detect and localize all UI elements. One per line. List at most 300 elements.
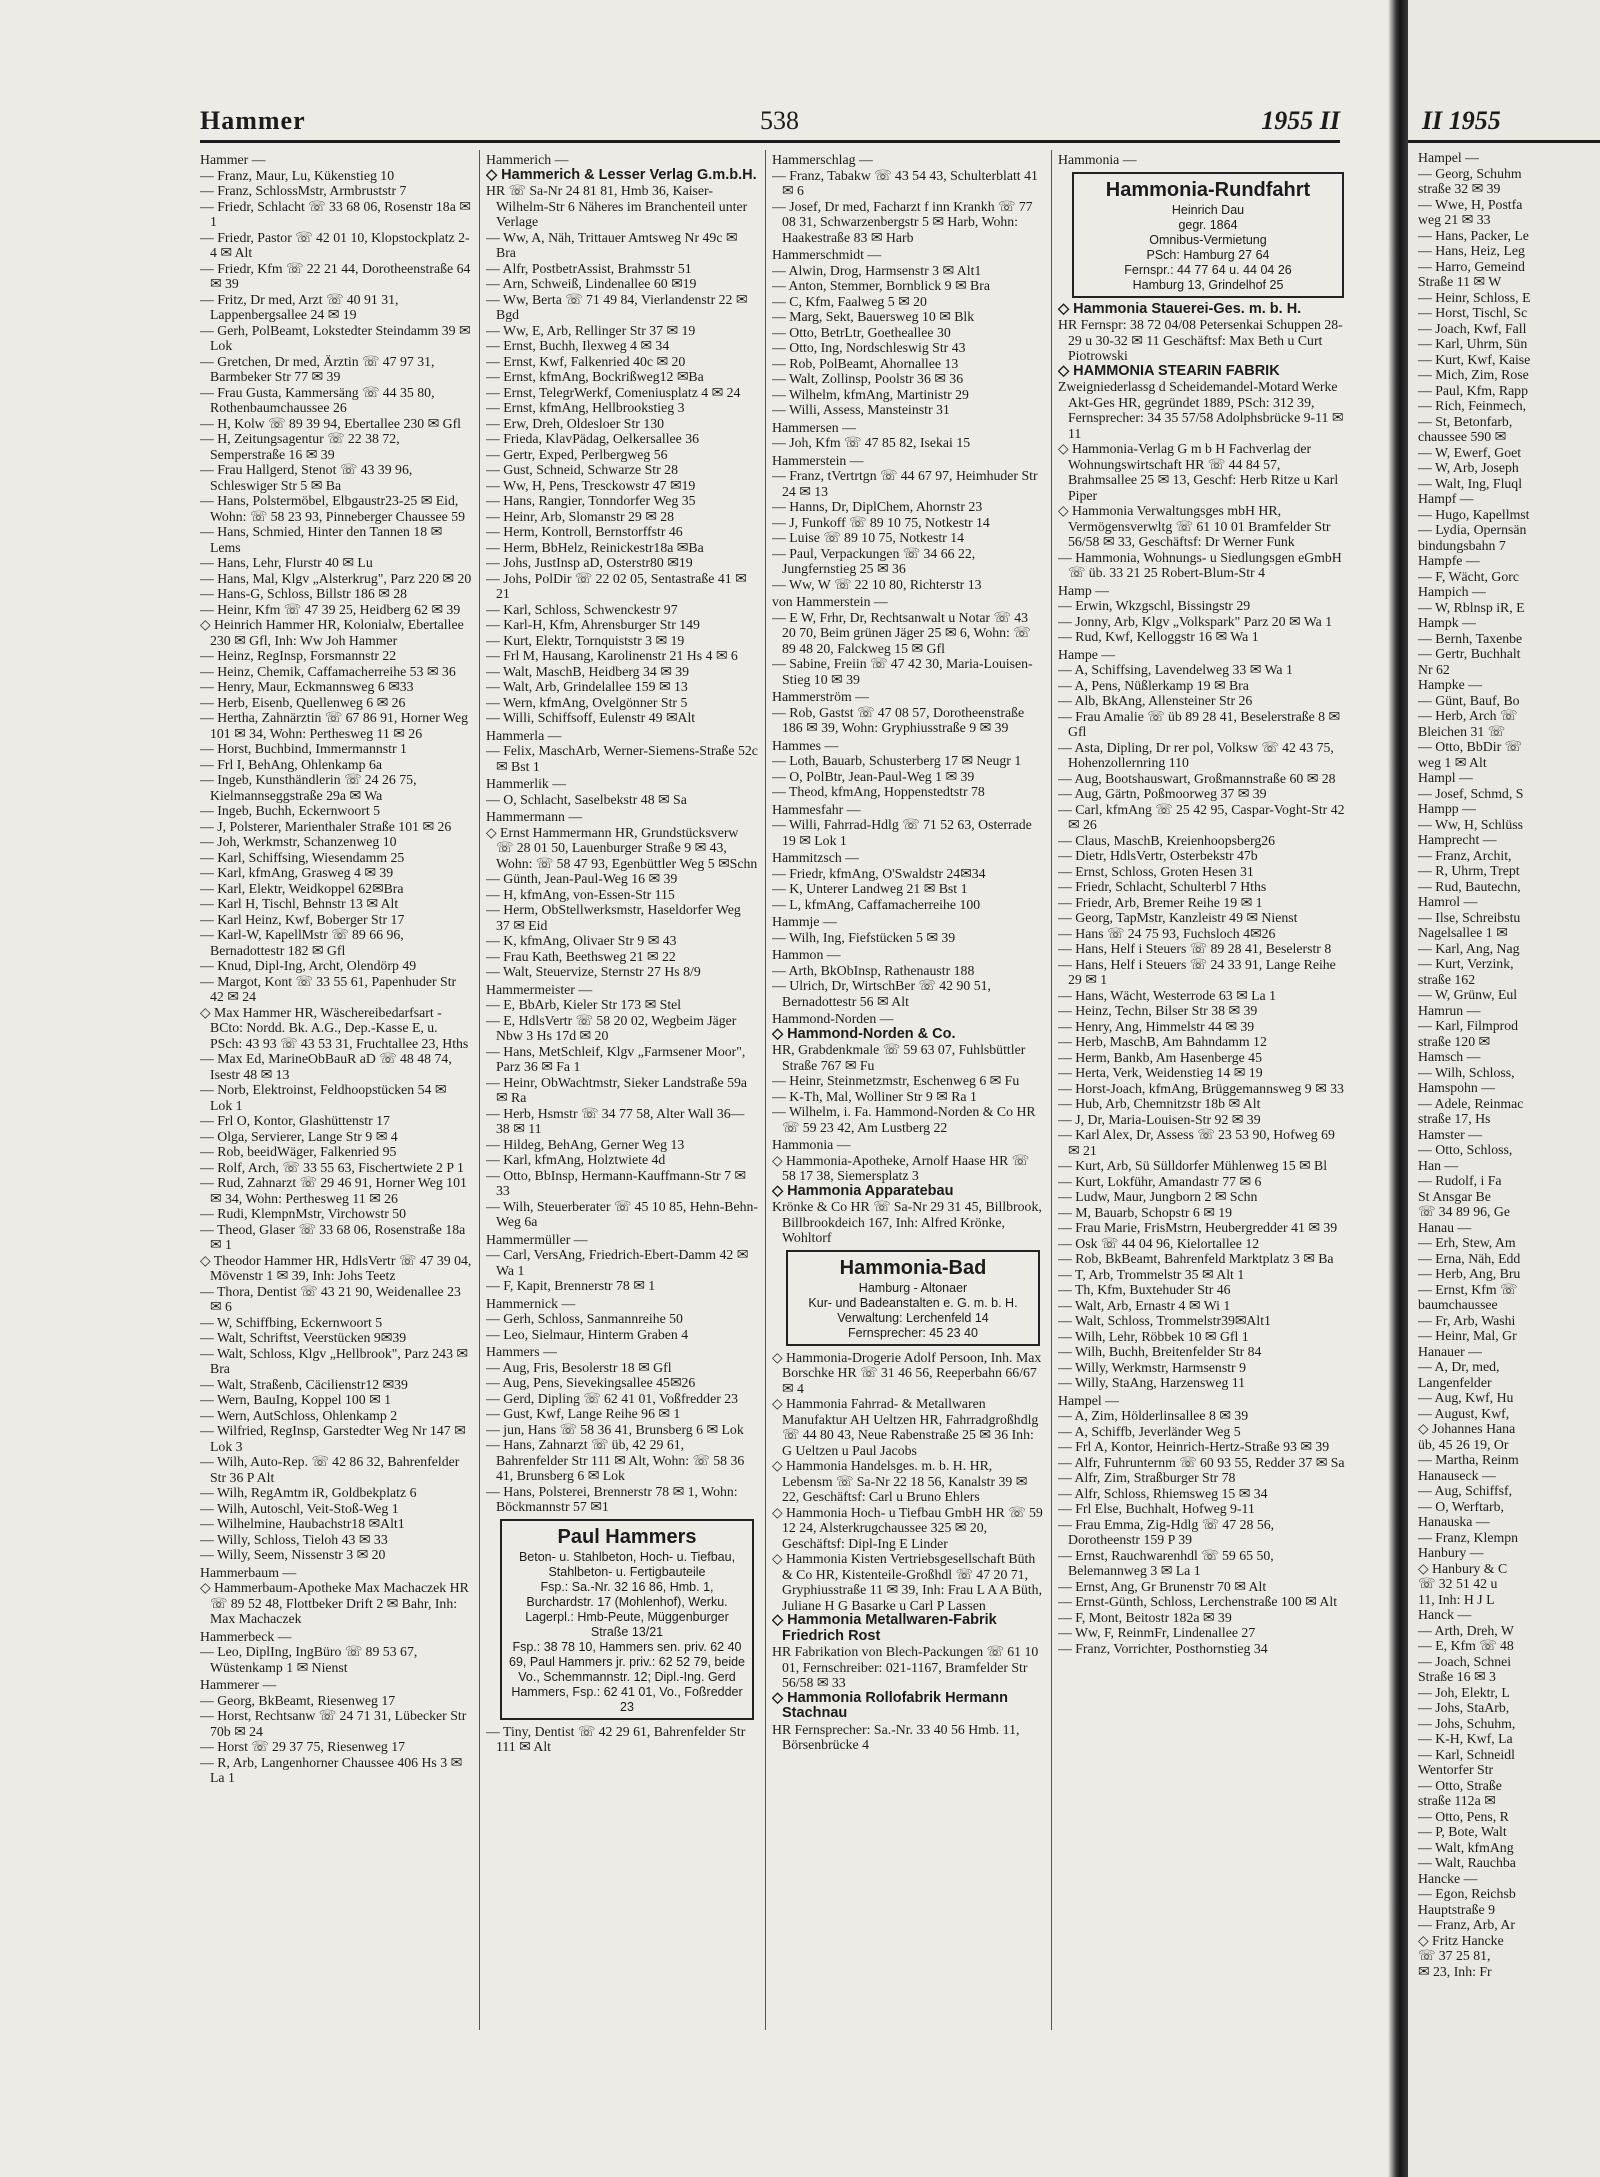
- adjacent-entry: — Wwe, H, Postfa: [1418, 196, 1523, 212]
- directory-entry: — Franz, tVertrtgn ☏ 44 67 97, Heimhuder Str 24 ✉ 13: [772, 468, 1038, 499]
- adjacent-entry: Hamsch —: [1418, 1049, 1481, 1064]
- directory-entry: — K-Th, Mal, Wolliner Str 9 ✉ Ra 1: [772, 1088, 977, 1104]
- adjacent-entry: weg 1 ✉ Alt: [1418, 754, 1487, 770]
- firm-name: ◇ HAMMONIA STEARIN FABRIK: [1058, 362, 1280, 379]
- directory-entry: — Frl O, Kontor, Glashüttenstr 17: [200, 1113, 390, 1128]
- adjacent-entry: Hampich —: [1418, 584, 1486, 599]
- firm-name: ◇ Hammonia Apparatebau: [772, 1182, 954, 1199]
- directory-entry: — Georg, BkBeamt, Riesenweg 17: [200, 1692, 396, 1708]
- directory-entry: — Friedr, Schlacht ☏ 33 68 06, Rosenstr 18a ✉ 1: [200, 198, 471, 229]
- directory-entry: — Franz, SchlossMstr, Armbruststr 7: [200, 183, 407, 198]
- adjacent-entry: — Erna, Näh, Edd: [1418, 1250, 1521, 1266]
- directory-entry: — Frieda, KlavPädag, Oelkersallee 36: [486, 431, 700, 446]
- adjacent-entry: Wentorfer Str: [1418, 1762, 1494, 1777]
- surname-heading: von Hammerstein —: [772, 594, 888, 609]
- directory-entry: — Wilh, Lehr, Röbbek 10 ✉ Gfl 1: [1058, 1328, 1249, 1344]
- adjacent-entry: — Johs, StaArb,: [1418, 1700, 1510, 1715]
- header-rule: [200, 140, 1340, 143]
- adjacent-entry: — R, Uhrm, Trept: [1418, 863, 1520, 878]
- adjacent-entry: — Erh, Stew, Am: [1418, 1235, 1516, 1250]
- directory-entry: — Willy, Schloss, Tieloh 43 ✉ 33: [200, 1531, 388, 1547]
- directory-entry: — Frl A, Kontor, Heinrich-Hertz-Straße 93 ✉ 39: [1058, 1439, 1330, 1454]
- directory-entry: — O, Schlacht, Saselbekstr 48 ✉ Sa: [486, 791, 687, 807]
- adjacent-entry: Hampfe —: [1418, 553, 1480, 568]
- adjacent-entry: Hamrol —: [1418, 894, 1478, 909]
- directory-entry: — Theod, kfmAng, Hoppenstedtstr 78: [772, 784, 985, 799]
- advertisement-line: Fsp.: 38 78 10, Hammers sen. priv. 62 40 69, Paul Hammers jr. priv.: 62 52 79, beide Vo., Schemmannstr. 12; Dipl.-Ing. Gerd Hammers, Fsp.: 62 41 01, Vo., Foßredder 23: [509, 1639, 745, 1714]
- directory-entry: — Aug, Pens, Sievekingsallee 45✉26: [486, 1375, 696, 1390]
- directory-entry: — Ingeb, Buchh, Eckernwoort 5: [200, 803, 381, 818]
- directory-entry: — Hans, Lehr, Flurstr 40 ✉ Lu: [200, 555, 373, 570]
- directory-entry: — Wilhelmine, Haubachstr18 ✉Alt1: [200, 1516, 405, 1531]
- directory-entry: — Franz, Tabakw ☏ 43 54 43, Schulterblatt 41 ✉ 6: [772, 167, 1038, 198]
- directory-entry: — Herb, Eisenb, Quellenweg 6 ✉ 26: [200, 694, 406, 710]
- directory-entry: — Josef, Dr med, Facharzt f inn Krankh ☏ 77 08 31, Schwarzenbergstr 5 ✉ Harb, Wohn: Haakestraße 83 ✉ Harb: [772, 198, 1033, 245]
- directory-entry: — Gerh, Schloss, Sanmannreihe 50: [486, 1311, 683, 1326]
- advertisement-title: Hammonia-Rundfahrt: [1105, 178, 1311, 201]
- adjacent-entry: — Georg, Schuhm: [1418, 165, 1522, 181]
- directory-entry: — Friedr, Schlacht, Schulterbl 7 Hths: [1058, 879, 1267, 894]
- directory-entry: — Hans, Wächt, Westerrode 63 ✉ La 1: [1058, 987, 1276, 1003]
- adjacent-entry: — Rich, Feinmech,: [1418, 398, 1527, 413]
- directory-entry: — Gerd, Dipling ☏ 62 41 01, Voßfredder 23: [486, 1390, 739, 1406]
- directory-entry: — Johs, PolDir ☏ 22 02 05, Sentastraße 41 ✉ 21: [486, 570, 747, 601]
- directory-entry: — Ww, F, ReinmFr, Lindenallee 27: [1058, 1625, 1256, 1640]
- adjacent-entry: St Ansgar Be: [1418, 1188, 1491, 1204]
- directory-entry: — Hans-G, Schloss, Billstr 186 ✉ 28: [200, 586, 408, 601]
- surname-heading: Hammers —: [486, 1344, 557, 1359]
- column-divider: [1051, 150, 1052, 2030]
- directory-entry: — Ernst, Rauchwarenhdl ☏ 59 65 50, Belemannweg 3 ✉ La 1: [1058, 1547, 1274, 1578]
- adjacent-entry: Han —: [1418, 1157, 1459, 1173]
- directory-entry: — J, Dr, Maria-Louisen-Str 92 ✉ 39: [1058, 1111, 1261, 1127]
- directory-entry: — Ulrich, Dr, WirtschBer ☏ 42 90 51, Bernadottestr 56 ✉ Alt: [772, 978, 991, 1009]
- adjacent-entry: — Bernh, Taxenbe: [1418, 630, 1523, 646]
- directory-entry: — Ww, W ☏ 22 10 80, Richterstr 13: [772, 576, 982, 592]
- directory-entry: — Joh, Werkmstr, Schanzenweg 10: [200, 834, 397, 849]
- adjacent-entry: — F, Wächt, Gorc: [1418, 568, 1519, 584]
- directory-entry: — Willy, Seem, Nissenstr 3 ✉ 20: [200, 1547, 386, 1562]
- page-header: [200, 102, 1340, 138]
- directory-entry: — Heinz, Chemik, Caffamacherreihe 53 ✉ 36: [200, 663, 456, 679]
- adjacent-entry: Hampl —: [1418, 770, 1473, 785]
- directory-entry: — Gerh, PolBeamt, Lokstedter Steindamm 39 ✉ Lok: [200, 322, 471, 353]
- surname-heading: Hammerbaum —: [200, 1564, 297, 1580]
- adjacent-entry: — Hans, Heiz, Leg: [1418, 243, 1525, 258]
- directory-entry: Zweigniederlassg d Scheidemandel-Motard Werke Akt-Ges HR, gegründet 1889, PSch: 312 39, Fernsprecher: 34 35 57/58 Adolphsbrücke 9-11 ✉ 11: [1058, 379, 1344, 441]
- directory-entry: — Hans ☏ 24 75 93, Fuchsloch 4✉26: [1058, 925, 1276, 941]
- surname-heading: Hammermann —: [486, 809, 583, 824]
- directory-entry: — Heinz, Techn, Bilser Str 38 ✉ 39: [1058, 1003, 1258, 1018]
- directory-entry: — Otto, BbInsp, Hermann-Kauffmann-Str 7 ✉ 33: [486, 1167, 746, 1198]
- directory-entry: — Hans, Schmied, Hinter den Tannen 18 ✉ Lems: [200, 524, 443, 555]
- advertisement-line: PSch: Hamburg 27 64: [1146, 247, 1270, 262]
- adjacent-entry: ☏ 37 25 81,: [1418, 1948, 1491, 1963]
- advertisement-line: Beton- u. Stahlbeton, Hoch- u. Tiefbau, Stahlbeton- u. Fertigbauteile: [518, 1549, 736, 1579]
- directory-entry: — R, Arb, Langenhorner Chaussee 406 Hs 3 ✉ La 1: [200, 1754, 463, 1785]
- directory-entry: — Rob, PolBeamt, Ahornallee 13: [772, 355, 959, 371]
- directory-entry: Krönke & Co HR ☏ Sa-Nr 29 31 45, Billbrook, Billbrookdeich 167, Inh: Alfred Krönke, Wohltorf: [772, 1199, 1042, 1245]
- directory-entry: ◇ Hammerbaum-Apotheke Max Machaczek HR ☏ 89 52 48, Flottbeker Drift 2 ✉ Bahr, Inh: Max Machaczek: [200, 1580, 469, 1626]
- directory-entry: — Wilhelm, kfmAng, Martinistr 29: [772, 386, 969, 402]
- surname-heading: Hamp —: [1058, 582, 1109, 598]
- adjacent-entry: — Horst, Tischl, Sc: [1418, 305, 1528, 320]
- adjacent-entry: Hamrun —: [1418, 1002, 1481, 1018]
- directory-entry: — Heinr, Arb, Slomanstr 29 ✉ 28: [486, 508, 675, 524]
- column-4: [1058, 150, 1348, 2060]
- directory-entry: — Knud, Dipl-Ing, Archt, Olendörp 49: [200, 958, 417, 973]
- directory-entry: — Ludw, Maur, Jungborn 2 ✉ Schn: [1058, 1189, 1258, 1204]
- adjacent-entry: Hamspohn —: [1418, 1080, 1496, 1095]
- adjacent-entry: — Arth, Dreh, W: [1418, 1622, 1514, 1638]
- adjacent-entry: — Wilh, Schloss,: [1418, 1064, 1515, 1080]
- surname-heading: Hammerer —: [200, 1677, 277, 1692]
- adjacent-entry: straße 162: [1418, 971, 1476, 987]
- adjacent-entry: — K-H, Kwf, La: [1418, 1731, 1513, 1746]
- advertisement-line: Fsp.: Sa.-Nr. 32 16 86, Hmb. 1, Burchardstr. 17 (Mohlenhof), Werku. Lagerpl.: Hmb-Peute, Müggenburger Straße 13/21: [525, 1579, 729, 1639]
- directory-entry: HR ☏ Sa-Nr 24 81 81, Hmb 36, Kaiser-Wilhelm-Str 6 Näheres im Branchenteil unter Verlage: [486, 183, 748, 229]
- directory-entry: — Ww, Berta ☏ 71 49 84, Vierlandenstr 22 ✉ Bgd: [486, 291, 748, 322]
- adjacent-entry: — Mich, Zim, Rose: [1418, 367, 1529, 382]
- adjacent-entry: Hanck —: [1418, 1607, 1472, 1622]
- directory-entry: — F, Kapit, Brennerstr 78 ✉ 1: [486, 1278, 656, 1293]
- directory-entry: — Karl, kfmAng, Grasweg 4 ✉ 39: [200, 865, 394, 880]
- column-3: [772, 150, 1044, 2060]
- adjacent-entry: — Karl, Ang, Nag: [1418, 940, 1520, 956]
- adjacent-entry: — W, Grünw, Eul: [1418, 987, 1518, 1002]
- directory-entry: — Herb, Hsmstr ☏ 34 77 58, Alter Wall 36—38 ✉ 11: [486, 1105, 745, 1136]
- advertisement-box: [1072, 172, 1344, 298]
- directory-entry: — Wilh, Auto-Rep. ☏ 42 86 32, Bahrenfelder Str 36 P Alt: [200, 1454, 460, 1485]
- directory-entry: — Wern, kfmAng, Ovelgönner Str 5: [486, 694, 688, 710]
- directory-entry: — Horst-Joach, kfmAng, Brüggemannsweg 9 ✉ 33: [1058, 1080, 1344, 1096]
- adjacent-entry: — Herb, Arch ☏: [1418, 708, 1518, 723]
- directory-entry: — Karl-H, Kfm, Ahrensburger Str 149: [486, 617, 700, 632]
- directory-entry: — Dietr, HdlsVertr, Osterbekstr 47b: [1058, 848, 1258, 863]
- adjacent-entry: Hanauseck —: [1418, 1467, 1496, 1483]
- directory-entry: ◇ Hammonia Hoch- u Tiefbau GmbH HR ☏ 59 12 24, Alsterkrugchaussee 325 ✉ 20, Geschäftsf: Dipl-Ing E Linder: [772, 1504, 1043, 1551]
- surname-heading: Hammernick —: [486, 1295, 576, 1311]
- directory-entry: — Friedr, Arb, Bremer Reihe 19 ✉ 1: [1058, 894, 1263, 910]
- adjacent-entry: — Rudolf, i Fa: [1418, 1173, 1502, 1188]
- directory-entry: — Karl Heinz, Kwf, Boberger Str 17: [200, 911, 405, 927]
- adjacent-entry: — Aug, Kwf, Hu: [1418, 1390, 1514, 1405]
- firm-name: ◇ Hammonia Metallwaren-Fabrik Friedrich Rost: [772, 1612, 997, 1644]
- surname-heading: Hammerschlag —: [772, 152, 873, 167]
- directory-entry: — Wilh, RegAmtm iR, Goldbekplatz 6: [200, 1485, 417, 1500]
- directory-entry: — Fritz, Dr med, Arzt ☏ 40 91 31, Lappenbergsallee 24 ✉ 19: [200, 291, 399, 322]
- directory-entry: — Walt, Schriftst, Veerstücken 9✉39: [200, 1330, 407, 1345]
- directory-entry: — Frau Amalie ☏ üb 89 28 41, Beselerstraße 8 ✉ Gfl: [1058, 708, 1341, 739]
- directory-entry: — Friedr, kfmAng, O'Swaldstr 24✉34: [772, 865, 986, 881]
- adjacent-entry: ◇ Hanbury & C: [1418, 1560, 1508, 1576]
- directory-entry: — Karl H, Tischl, Behnstr 13 ✉ Alt: [200, 896, 399, 911]
- adjacent-entry: — Walt, Rauchba: [1418, 1855, 1516, 1870]
- directory-entry: — Otto, BetrLtr, Goetheallee 30: [772, 324, 951, 340]
- adjacent-entry: — Kurt, Verzink,: [1418, 956, 1514, 971]
- book-binding: [1388, 0, 1408, 2177]
- adjacent-entry: Langenfelder: [1418, 1374, 1492, 1390]
- directory-entry: — Gertr, Exped, Perlbergweg 56: [486, 446, 668, 462]
- surname-heading: Hammerla —: [486, 727, 562, 743]
- directory-entry: — Hans, Zahnarzt ☏ üb, 42 29 61, Bahrenfelder Str 111 ✉ Alt, Wohn: ☏ 58 36 41, Brunsberg 6 ✉ Lok: [486, 1437, 745, 1483]
- directory-entry: — Jonny, Arb, Klgv „Volkspark" Parz 20 ✉ Wa 1: [1058, 613, 1333, 629]
- directory-entry: — O, PolBtr, Jean-Paul-Weg 1 ✉ 39: [772, 768, 975, 784]
- advertisement-line: Hamburg 13, Grindelhof 25: [1132, 277, 1284, 292]
- directory-entry: — Carl, VersAng, Friedrich-Ebert-Damm 42 ✉ Wa 1: [486, 1247, 749, 1278]
- adjacent-entry: — Otto, BbDir ☏: [1418, 739, 1522, 754]
- surname-heading: Hammersen —: [772, 419, 856, 435]
- directory-entry: — Wern, AutSchloss, Ohlenkamp 2: [200, 1407, 398, 1423]
- directory-entry: — Hertha, Zahnärztin ☏ 67 86 91, Horner Weg 101 ✉ 34, Wohn: Perthesweg 11 ✉ 26: [200, 710, 468, 741]
- adjacent-entry: Straße 16 ✉ 3: [1418, 1669, 1496, 1684]
- directory-entry: — K, kfmAng, Olivaer Str 9 ✉ 43: [486, 933, 677, 948]
- directory-entry: ◇ Hammonia Kisten Vertriebsgesellschaft Büth & Co HR, Kistenteile-Großhdl ☏ 47 20 71, Gryphiusstraße 11 ✉ 39, Inh: Frau L A A Büth, Juliane H G Basarke u Carl P Lassen: [772, 1551, 1043, 1613]
- directory-entry: — Hans, MetSchleif, Klgv „Farmsener Moor", Parz 36 ✉ Fa 1: [486, 1043, 746, 1074]
- adjacent-entry: — Harro, Gemeind: [1418, 258, 1525, 274]
- surname-heading: Hammerström —: [772, 689, 869, 704]
- directory-entry: — Hans, Polstermöbel, Elbgaustr23-25 ✉ Eid, Wohn: ☏ 58 23 93, Pinneberger Chaussee 59: [200, 493, 465, 524]
- directory-entry: — A, Schiffb, Jeverländer Weg 5: [1058, 1423, 1241, 1439]
- firm-name: ◇ Hammond-Norden & Co.: [772, 1025, 956, 1042]
- directory-entry: — Karl, Elektr, Weidkoppel 62✉Bra: [200, 880, 404, 896]
- directory-entry: — Herm, Bankb, Am Hasenberge 45: [1058, 1049, 1262, 1065]
- adjacent-entry: — Ilse, Schreibstu: [1418, 909, 1521, 925]
- directory-entry: — Hans, Polsterei, Brennerstr 78 ✉ 1, Wohn: Böckmannstr 57 ✉1: [486, 1483, 738, 1514]
- directory-entry: — Frau Emma, Zig-Hdlg ☏ 47 28 56, Dorotheenstr 159 P 39: [1058, 1516, 1275, 1547]
- directory-entry: — M, Bauarb, Schopstr 6 ✉ 19: [1058, 1204, 1233, 1220]
- adjacent-entry: — Karl, Uhrm, Sün: [1418, 336, 1528, 351]
- adjacent-entry: — Gertr, Buchhalt: [1418, 646, 1521, 661]
- directory-entry: — Ernst, Buchh, Ilexweg 4 ✉ 34: [486, 338, 670, 353]
- advertisement-line: Omnibus-Vermietung: [1149, 232, 1267, 247]
- adjacent-entry: — Martha, Reinm: [1418, 1452, 1519, 1467]
- directory-entry: — Ww, H, Pens, Tresckowstr 47 ✉19: [486, 477, 696, 493]
- adjacent-entry: — P, Bote, Walt: [1418, 1824, 1507, 1839]
- directory-entry: — Walt, Straßenb, Cäcilienstr12 ✉39: [200, 1376, 408, 1392]
- directory-entry: — Walt, Steuervize, Sternstr 27 Hs 8/9: [486, 964, 701, 979]
- directory-entry: — Tiny, Dentist ☏ 42 29 61, Bahrenfelder Str 111 ✉ Alt: [486, 1723, 746, 1754]
- directory-entry: — Alfr, PostbetrAssist, Brahmsstr 51: [486, 260, 692, 276]
- directory-entry: — J, Funkoff ☏ 89 10 75, Notkestr 14: [772, 514, 990, 530]
- directory-entry: — Alb, BkAng, Allensteiner Str 26: [1058, 693, 1253, 708]
- adjacent-entry: — Heinr, Schloss, E: [1418, 289, 1531, 305]
- directory-entry: — Wilh, Steuerberater ☏ 45 10 85, Hehn-Behn-Weg 6a: [486, 1198, 758, 1229]
- directory-entry: — J, Polsterer, Marienthaler Straße 101 ✉ 26: [200, 818, 452, 834]
- adjacent-entry: ☏ 34 89 96, Ge: [1418, 1204, 1510, 1219]
- directory-entry: — Wilfried, RegInsp, Garstedter Weg Nr 147 ✉ Lok 3: [200, 1423, 466, 1454]
- adjacent-entry: — Paul, Kfm, Rapp: [1418, 382, 1528, 398]
- directory-entry: — Wilh, Buchh, Breitenfelder Str 84: [1058, 1344, 1262, 1359]
- directory-entry: — Sabine, Freiin ☏ 47 42 30, Maria-Louisen-Stieg 10 ✉ 39: [772, 656, 1033, 687]
- directory-entry: ◇ Hammonia-Drogerie Adolf Persoon, Inh. Max Borschke HR ☏ 31 46 56, Reeperbahn 66/67 ✉ 4: [772, 1349, 1042, 1396]
- directory-entry: — Hub, Arb, Chemnitzstr 18b ✉ Alt: [1058, 1096, 1261, 1111]
- directory-entry: — Franz, Vorrichter, Posthornstieg 34: [1058, 1640, 1268, 1656]
- directory-entry: — Leo, DiplIng, IngBüro ☏ 89 53 67, Wüstenkamp 1 ✉ Nienst: [200, 1644, 418, 1675]
- directory-entry: — Frl Else, Buchhalt, Hofweg 9-11: [1058, 1501, 1255, 1516]
- surname-heading: Hampe —: [1058, 646, 1116, 662]
- directory-entry: — L, kfmAng, Caffamacherreihe 100: [772, 896, 981, 912]
- directory-entry: — Horst ☏ 29 37 75, Riesenweg 17: [200, 1739, 406, 1754]
- advertisement-line: Fernsprecher: 45 23 40: [848, 1325, 978, 1340]
- directory-entry: — Gretchen, Dr med, Ärztin ☏ 47 97 31, Barmbeker Str 77 ✉ 39: [200, 353, 435, 384]
- surname-heading: Hammesfahr —: [772, 801, 861, 817]
- directory-entry: ◇ Ernst Hammermann HR, Grundstücksverw ☏ 28 01 50, Lauenburger Straße 9 ✉ 43, Wohn: ☏ 58 47 93, Egenbüttler Weg 5 ✉Schn: [486, 824, 758, 871]
- directory-entry: — Friedr, Kfm ☏ 22 21 44, Dorotheenstraße 64 ✉ 39: [200, 260, 471, 291]
- directory-entry: — Herb, MaschB, Am Bahndamm 12: [1058, 1034, 1267, 1049]
- directory-entry: HR Fabrikation von Blech-Packungen ☏ 61 10 01, Fernschreiber: 021-1167, Bramfelder Str 56/58 ✉ 33: [772, 1644, 1039, 1690]
- directory-entry: ◇ Hammonia Fahrrad- & Metallwaren Manufaktur AH Ueltzen HR, Fahrradgroßhdlg ☏ 44 80 43, Neue Rabenstraße 25 ✉ 36 Inh: G Ueltzen u Paul Jacobs: [772, 1396, 1039, 1458]
- directory-entry: ◇ Theodor Hammer HR, HdlsVertr ☏ 47 39 04, Mövenstr 1 ✉ 39, Inh: Johs Teetz: [200, 1252, 472, 1283]
- surname-heading: Hammerbeck —: [200, 1628, 292, 1644]
- adjacent-entry: straße 120 ✉: [1418, 1033, 1491, 1049]
- surname-heading: Hammonia —: [1058, 152, 1137, 167]
- directory-entry: — Herta, Verk, Weidenstieg 14 ✉ 19: [1058, 1065, 1263, 1080]
- adjacent-entry: — W, Ewerf, Goet: [1418, 444, 1522, 460]
- directory-entry: — Rud, Zahnarzt ☏ 29 46 91, Horner Weg 101 ✉ 34, Wohn: Perthesweg 11 ✉ 26: [200, 1175, 467, 1206]
- adjacent-entry: ◇ Fritz Hancke: [1418, 1932, 1504, 1948]
- adjacent-entry: — Ww, H, Schlüss: [1418, 816, 1524, 832]
- directory-entry: — Aug, Gärtn, Poßmoorweg 37 ✉ 39: [1058, 786, 1267, 801]
- advertisement-line: Verwaltung: Lerchenfeld 14: [837, 1310, 989, 1325]
- directory-entry: — Asta, Dipling, Dr rer pol, Volksw ☏ 42 43 75, Hohenzollernring 110: [1058, 739, 1334, 770]
- adjacent-entry: — Joh, Elektr, L: [1418, 1684, 1510, 1700]
- directory-entry: — Friedr, Pastor ☏ 42 01 10, Klopstockplatz 2-4 ✉ Alt: [200, 229, 470, 260]
- directory-entry: — Walt, MaschB, Heidberg 34 ✉ 39: [486, 663, 690, 679]
- adjacent-column: [1418, 150, 1600, 1979]
- adjacent-entry: — W, Arb, Joseph: [1418, 460, 1519, 475]
- directory-entry: HR Fernsprecher: Sa.-Nr. 33 40 56 Hmb. 11, Börsenbrücke 4: [772, 1721, 1020, 1752]
- directory-entry: ◇ Max Hammer HR, Wäschereibedarfsart - BCto: Nordd. Bk. A.G., Dep.-Kasse E, u. PSch: 43 93 ☏ 43 53 31, Fruchtallee 23, Hths: [200, 1004, 469, 1051]
- directory-entry: — Ingeb, Kunsthändlerin ☏ 24 26 75, Kielmannseggstraße 29a ✉ Wa: [200, 772, 417, 803]
- directory-entry: — A, Pens, Nüßlerkamp 19 ✉ Bra: [1058, 677, 1249, 693]
- directory-entry: — Ww, A, Näh, Trittauer Amtsweg Nr 49c ✉ Bra: [486, 229, 738, 260]
- directory-entry: — Gust, Kwf, Lange Reihe 96 ✉ 1: [486, 1406, 681, 1421]
- directory-entry: — Walt, Arb, Grindelallee 159 ✉ 13: [486, 679, 688, 694]
- advertisement-title: Hammonia-Bad: [839, 1256, 987, 1279]
- directory-entry: — Leo, Sielmaur, Hinterm Graben 4: [486, 1326, 689, 1342]
- directory-entry: ◇ Hammonia Handelsges. m. b. H. HR, Lebensm ☏ Sa-Nr 22 18 56, Kanalstr 39 ✉ 22, Geschäftsf: Carl u Bruno Ehlers: [772, 1458, 1028, 1504]
- directory-entry: — Norb, Elektroinst, Feldhoopstücken 54 ✉ Lok 1: [200, 1082, 447, 1113]
- adjacent-entry: Hanau —: [1418, 1219, 1472, 1235]
- directory-entry: — Theod, Glaser ☏ 33 68 06, Rosenstraße 18a ✉ 1: [200, 1221, 466, 1252]
- advertisement-line: Kur- und Badeanstalten e. G. m. b. H.: [808, 1295, 1018, 1310]
- directory-entry: ◇ Hammonia-Verlag G m b H Fachverlag der Wohnungswirtschaft HR ☏ 44 84 57, Brahmsallee 25 ✉ 13, Geschf: Herb Ritze u Karl Piper: [1058, 441, 1339, 503]
- directory-entry: — Gust, Schneid, Schwarze Str 28: [486, 462, 678, 477]
- directory-entry: — Kurt, Elektr, Tornquiststr 3 ✉ 19: [486, 632, 685, 648]
- firm-name: ◇ Hammonia Stauerei-Ges. m. b. H.: [1058, 300, 1302, 317]
- directory-entry: — Henry, Maur, Eckmannsweg 6 ✉33: [200, 679, 414, 694]
- advertisement-box: [500, 1519, 754, 1720]
- surname-heading: Hammje —: [772, 914, 837, 929]
- adjacent-entry: — Adele, Reinmac: [1418, 1095, 1524, 1111]
- directory-entry: — Hans, Helf i Steuers ☏ 89 28 41, Beselerstr 8: [1058, 941, 1332, 956]
- directory-entry: — Ww, E, Arb, Rellinger Str 37 ✉ 19: [486, 322, 696, 338]
- directory-entry: — Osk ☏ 44 04 96, Kielortallee 12: [1058, 1235, 1260, 1251]
- advertisement-box: [786, 1250, 1040, 1346]
- adjacent-entry: Hampk —: [1418, 615, 1476, 630]
- directory-entry: — Ernst, Schloss, Groten Hesen 31: [1058, 863, 1254, 879]
- adjacent-entry: — Fr, Arb, Washi: [1418, 1312, 1516, 1328]
- directory-entry: — Franz, Maur, Lu, Kükenstieg 10: [200, 167, 395, 183]
- surname-heading: Hammerstein —: [772, 452, 864, 468]
- directory-entry: — Günth, Jean-Paul-Weg 16 ✉ 39: [486, 871, 678, 886]
- directory-entry: — Rob, BkBeamt, Bahrenfeld Marktplatz 3 ✉ Ba: [1058, 1251, 1334, 1266]
- adjacent-entry: Hampke —: [1418, 677, 1482, 692]
- directory-entry: — Ernst, kfmAng, Bockrißweg12 ✉Ba: [486, 369, 704, 384]
- directory-entry: — Willy, Werkmstr, Harmsenstr 9: [1058, 1359, 1246, 1375]
- directory-entry: ◇ Hammonia Verwaltungsges mbH HR, Vermögensverwltg ☏ 61 10 01 Bramfelder Str 56/58 ✉ 33, Geschäftsf: Dr Werner Funk: [1058, 503, 1331, 549]
- directory-entry: — Ernst-Günth, Schloss, Lerchenstraße 100 ✉ Alt: [1058, 1594, 1338, 1609]
- adjacent-entry: — St, Betonfarb,: [1418, 413, 1513, 429]
- directory-entry: — Margot, Kont ☏ 33 55 61, Papenhuder Str 42 ✉ 24: [200, 973, 457, 1004]
- directory-entry: — E, BbArb, Kieler Str 173 ✉ Stel: [486, 997, 682, 1012]
- adjacent-entry: — Franz, Archit,: [1418, 847, 1512, 863]
- surname-heading: Hampel —: [1058, 1392, 1119, 1408]
- directory-entry: — Thora, Dentist ☏ 43 21 90, Weidenallee 23 ✉ 6: [200, 1283, 461, 1314]
- directory-entry: — Wilh, Autoschl, Veit-Stoß-Weg 1: [200, 1500, 399, 1516]
- directory-entry: — Wilhelm, i. Fa. Hammond-Norden & Co HR ☏ 59 23 42, Am Lustberg 22: [772, 1104, 1036, 1135]
- adjacent-entry: ✉ 23, Inh: Fr: [1418, 1963, 1492, 1979]
- adjacent-entry: — Egon, Reichsb: [1418, 1886, 1516, 1901]
- directory-entry: — Walt, Arb, Ernastr 4 ✉ Wi 1: [1058, 1297, 1231, 1313]
- adjacent-entry: — E, Kfm ☏ 48: [1418, 1638, 1514, 1653]
- directory-entry: ◇ Heinrich Hammer HR, Kolonialw, Ebertallee 230 ✉ Gfl, Inh: Ww Joh Hammer: [200, 617, 464, 648]
- directory-entry: — H, kfmAng, von-Essen-Str 115: [486, 886, 675, 902]
- directory-entry: — Heinr, ObWachtmstr, Sieker Landstraße 59a ✉ Ra: [486, 1074, 747, 1105]
- adjacent-entry: — Johs, Schuhm,: [1418, 1715, 1516, 1731]
- directory-entry: — Willi, Schiffsoff, Eulenstr 49 ✉Alt: [486, 710, 696, 725]
- surname-heading: Hammermüller —: [486, 1231, 588, 1247]
- adjacent-entry: weg 21 ✉ 33: [1418, 212, 1491, 227]
- adjacent-entry: üb, 45 26 19, Or: [1418, 1436, 1509, 1452]
- directory-entry: — Th, Kfm, Buxtehuder Str 46: [1058, 1282, 1231, 1297]
- directory-entry: — Herm, ObStellwerksmstr, Haseldorfer Weg 37 ✉ Eid: [486, 902, 741, 933]
- directory-entry: — Felix, MaschArb, Werner-Siemens-Straße 52c ✉ Bst 1: [486, 743, 758, 774]
- adjacent-entry: ☏ 32 51 42 u: [1418, 1576, 1498, 1591]
- directory-entry: — Rob, beeidWäger, Falkenried 95: [200, 1144, 397, 1159]
- adjacent-entry: — Otto, Schloss,: [1418, 1142, 1513, 1157]
- adjacent-entry: chaussee 590 ✉: [1418, 429, 1507, 444]
- directory-entry: — Joh, Kfm ☏ 47 85 82, Isekai 15: [772, 435, 971, 450]
- directory-entry: — Karl-W, KapellMstr ☏ 89 66 96, Bernadottestr 182 ✉ Gfl: [200, 927, 404, 958]
- year-volume: 1955 II: [1261, 106, 1340, 135]
- directory-entry: — Ernst, Ang, Gr Brunenstr 70 ✉ Alt: [1058, 1578, 1267, 1594]
- directory-entry: — Ernst, TelegrWerkf, Comeniusplatz 4 ✉ 24: [486, 384, 741, 400]
- directory-entry: — Rolf, Arch, ☏ 33 55 63, Fischertwiete 2 P 1: [200, 1159, 464, 1175]
- directory-entry: — T, Arb, Trommelstr 35 ✉ Alt 1: [1058, 1266, 1245, 1282]
- adjacent-entry: — Josef, Schmd, S: [1418, 785, 1524, 801]
- firm-name: ◇ Hammerich & Lesser Verlag G.m.b.H.: [486, 166, 757, 183]
- directory-entry: — Willy, StaAng, Harzensweg 11: [1058, 1375, 1246, 1390]
- adjacent-entry: — Joach, Schnei: [1418, 1653, 1512, 1669]
- directory-entry: — Erwin, Wkzgschl, Bissingstr 29: [1058, 598, 1251, 613]
- directory-entry: — Frau Kath, Beethsweg 21 ✉ 22: [486, 948, 676, 964]
- directory-entry: — Wilh, Ing, Fiefstücken 5 ✉ 39: [772, 929, 956, 945]
- page-number: 538: [760, 106, 799, 135]
- adjacent-page: [1408, 0, 1600, 2177]
- advertisement-line: Hamburg - Altonaer: [858, 1280, 968, 1295]
- adjacent-entry: Straße 11 ✉ W: [1418, 274, 1502, 289]
- column-divider: [765, 150, 766, 2030]
- directory-entry: — Carl, kfmAng ☏ 25 42 95, Caspar-Voght-Str 42 ✉ 26: [1058, 801, 1345, 832]
- directory-entry: — Aug, Bootshauswart, Großmannstraße 60 ✉ 28: [1058, 770, 1336, 786]
- firm-name: ◇ Hammonia Rollofabrik Hermann Stachnau: [772, 1689, 1008, 1721]
- directory-entry: — Herm, Kontroll, Bernstorffstr 46: [486, 524, 683, 539]
- directory-entry: — Rudi, KlempnMstr, Virchowstr 50: [200, 1206, 407, 1221]
- surname-heading: Hammitzsch —: [772, 850, 859, 865]
- directory-entry: — K, Unterer Landweg 21 ✉ Bst 1: [772, 881, 968, 896]
